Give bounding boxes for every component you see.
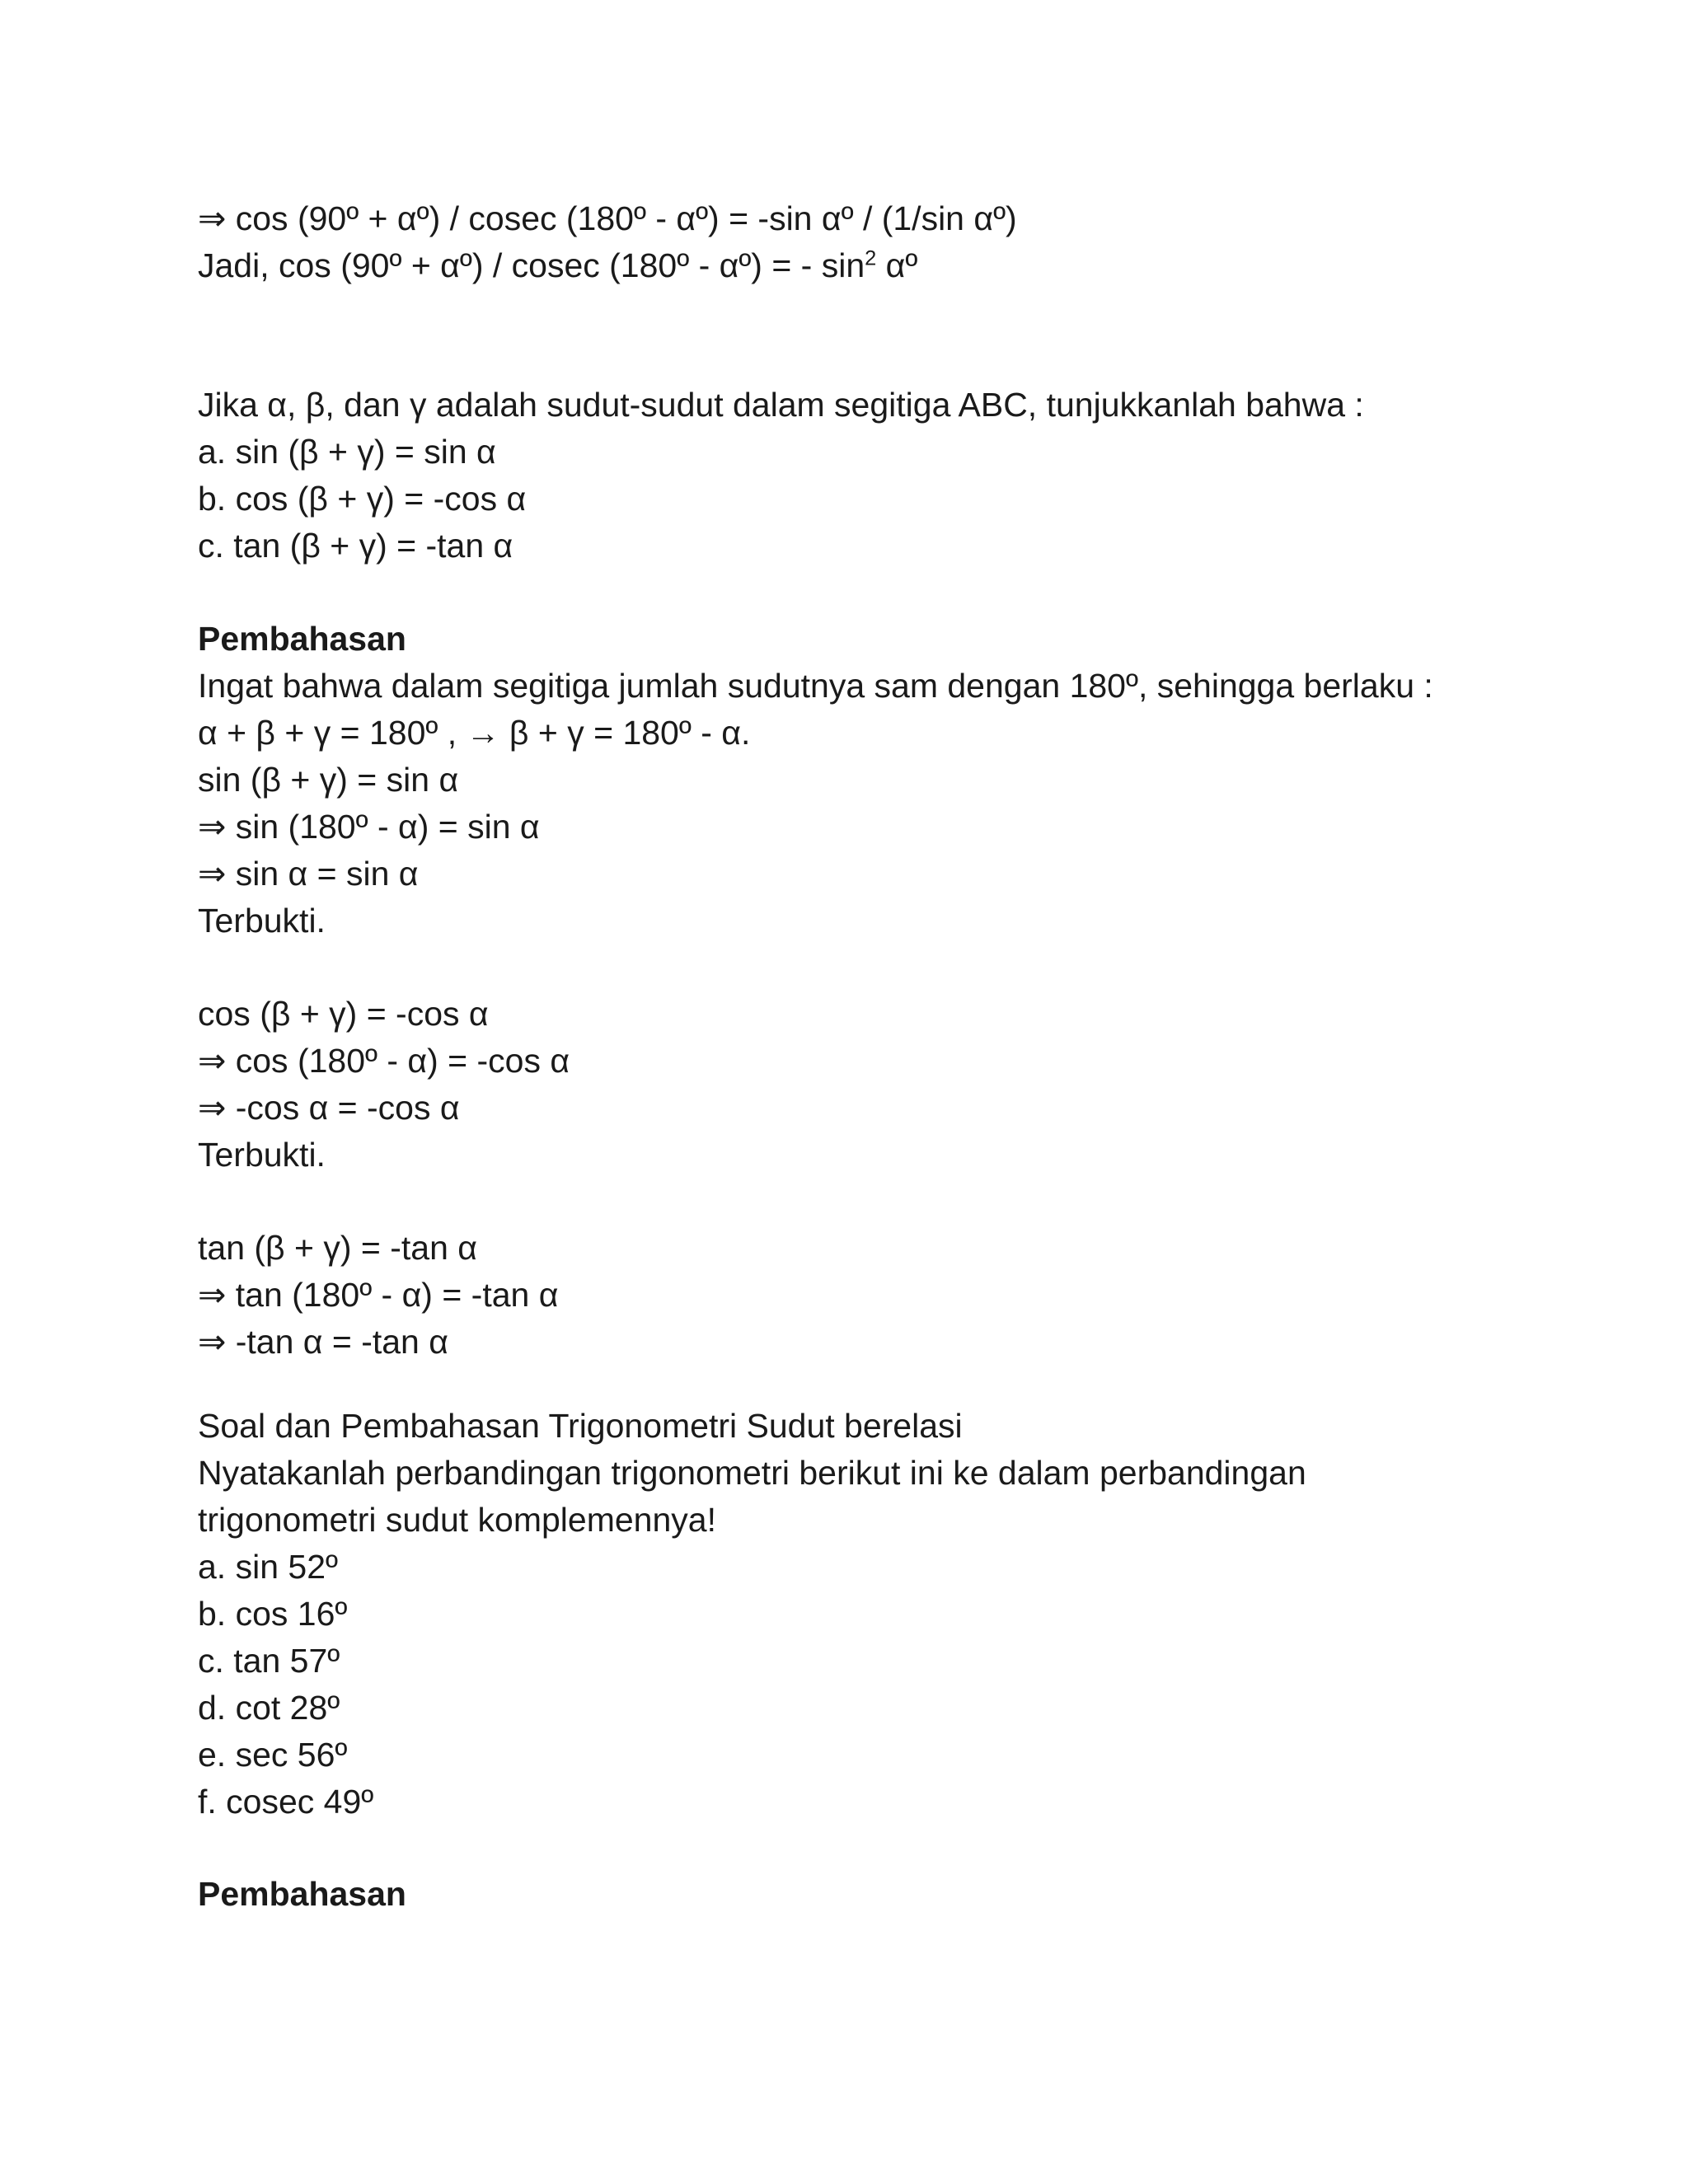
text-segment: αº (876, 246, 918, 284)
text-line: ⇒ cos (180º - α) = -cos α (198, 1042, 570, 1080)
text-line: Ingat bahwa dalam segitiga jumlah sudutnya sam dengan 180º, sehingga berlaku : (198, 667, 1433, 705)
list-item: a. sin 52º (198, 1548, 338, 1586)
superscript: 2 (865, 246, 877, 270)
text-line: tan (β + γ) = -tan α (198, 1229, 477, 1267)
text-line: Nyatakanlah perbandingan trigonometri berikut ini ke dalam perbandingan (198, 1454, 1306, 1492)
text-line: cos (β + γ) = -cos α (198, 995, 489, 1033)
text-line: ⇒ sin (180º - α) = sin α (198, 808, 540, 846)
text-line: ⇒ cos (90º + αº) / cosec (180º - αº) = -sin αº / (1/sin αº) (198, 199, 1017, 237)
text-line: Terbukti. (198, 1136, 326, 1174)
text-line: ⇒ sin α = sin α (198, 855, 419, 893)
text-line: α + β + γ = 180º , → β + γ = 180º - α. (198, 714, 751, 752)
text-line: Jika α, β, dan γ adalah sudut-sudut dalam segitiga ABC, tunjukkanlah bahwa : (198, 386, 1364, 424)
text-line: Terbukti. (198, 902, 326, 940)
text-line: sin (β + γ) = sin α (198, 761, 459, 799)
text-line: ⇒ -tan α = -tan α (198, 1323, 448, 1361)
list-item: b. cos 16º (198, 1595, 348, 1633)
list-item: f. cosec 49º (198, 1783, 374, 1821)
text-line: ⇒ -cos α = -cos α (198, 1089, 460, 1127)
section-heading: Pembahasan (198, 1875, 406, 1913)
list-item: e. sec 56º (198, 1736, 348, 1774)
text-line: trigonometri sudut komplemennya! (198, 1501, 716, 1539)
text-line: Soal dan Pembahasan Trigonometri Sudut berelasi (198, 1407, 963, 1445)
text-line (198, 242, 917, 288)
text-line: b. cos (β + γ) = -cos α (198, 480, 527, 518)
list-item: d. cot 28º (198, 1689, 340, 1727)
text-line: ⇒ tan (180º - α) = -tan α (198, 1276, 559, 1314)
list-item: c. tan 57º (198, 1642, 340, 1680)
text-line: a. sin (β + γ) = sin α (198, 433, 496, 471)
text-line: c. tan (β + γ) = -tan α (198, 527, 513, 565)
text-segment: Jadi, cos (90º + αº) / cosec (180º - αº) = - sin (198, 246, 865, 284)
section-heading: Pembahasan (198, 620, 406, 658)
